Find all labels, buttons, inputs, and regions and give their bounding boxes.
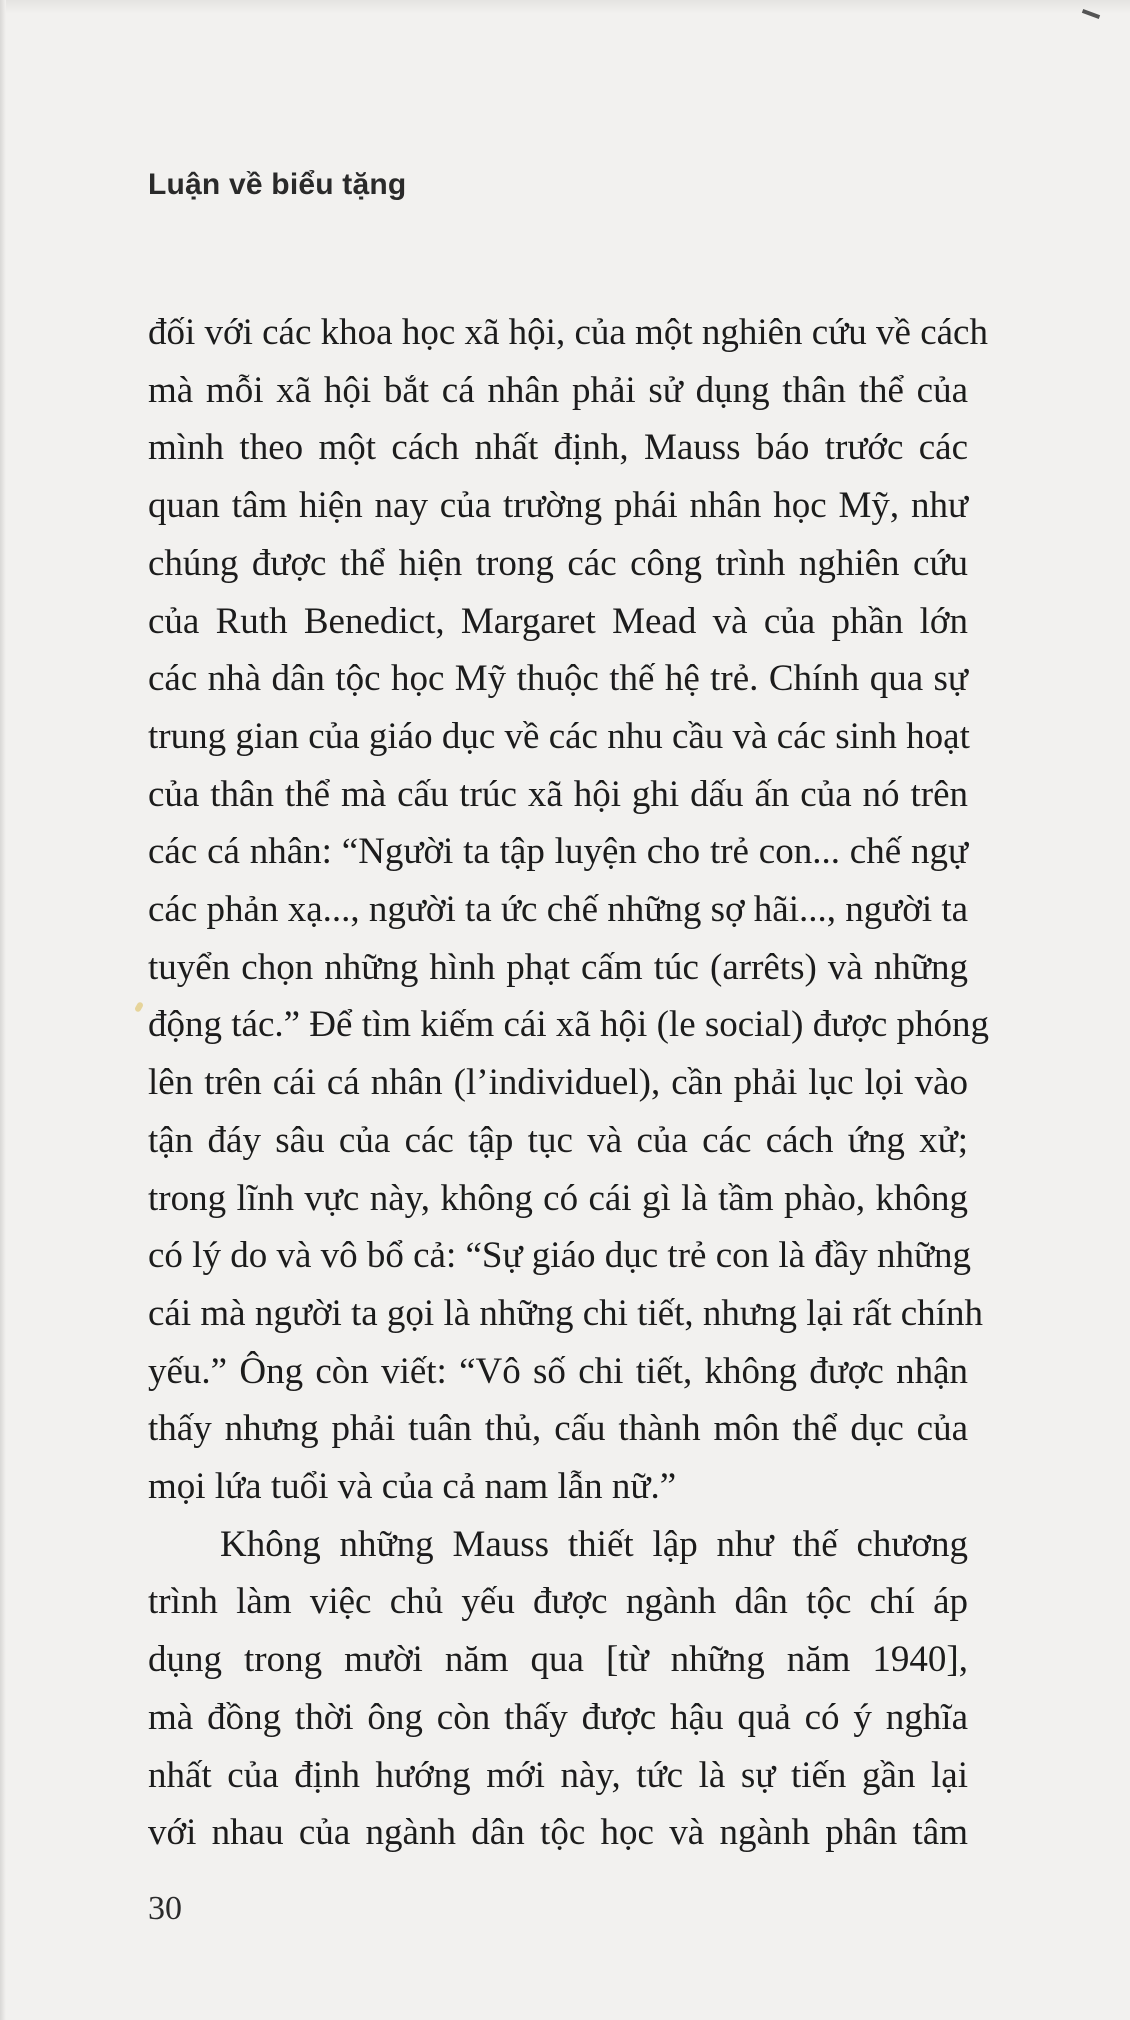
text-line: chúng được thể hiện trong các công trình nghiên cứu xyxy=(148,542,968,584)
paper-speck xyxy=(134,1001,144,1013)
text-line: các cá nhân: “Người ta tập luyện cho trẻ con... chế ngự xyxy=(148,831,968,873)
text-line: trung gian của giáo dục về các nhu cầu và các sinh hoạt xyxy=(148,715,970,757)
page-number: 30 xyxy=(148,1890,182,1927)
text-line: các nhà dân tộc học Mỹ thuộc thế hệ trẻ. Chính qua sự xyxy=(148,658,968,700)
text-line: trình làm việc chủ yếu được ngành dân tộc chí áp xyxy=(148,1581,968,1623)
text-line: mình theo một cách nhất định, Mauss báo trước các xyxy=(148,427,968,469)
text-line: yếu.” Ông còn viết: “Vô số chi tiết, không được nhận xyxy=(148,1350,968,1392)
text-line: động tác.” Để tìm kiếm cái xã hội (le social) được phóng xyxy=(148,1004,990,1046)
text-line: thấy nhưng phải tuân thủ, cấu thành môn thể dục của xyxy=(148,1408,968,1450)
text-line: cái mà người ta gọi là những chi tiết, nhưng lại rất chính xyxy=(148,1292,983,1334)
body-text xyxy=(148,304,990,1862)
text-line: các phản xạ..., người ta ức chế những sợ hãi..., người ta xyxy=(148,889,969,931)
text-line: trong lĩnh vực này, không có cái gì là tầm phào, không xyxy=(148,1177,968,1219)
text-line: có lý do và vô bổ cả: “Sự giáo dục trẻ con là đầy những xyxy=(148,1235,972,1277)
page-top-shadow xyxy=(0,0,1130,14)
text-line: với nhau của ngành dân tộc học và ngành phân tâm xyxy=(148,1812,968,1854)
text-line: mọi lứa tuổi và của cả nam lẫn nữ.” xyxy=(148,1466,677,1508)
page-left-edge xyxy=(0,0,6,2020)
text-line: tận đáy sâu của các tập tục và của các cách ứng xử; xyxy=(148,1119,968,1161)
text-line: của thân thể mà cấu trúc xã hội ghi dấu ấn của nó trên xyxy=(148,773,968,815)
text-line: quan tâm hiện nay của trường phái nhân học Mỹ, như xyxy=(148,485,968,527)
text-line: mà mỗi xã hội bắt cá nhân phải sử dụng thân thể của xyxy=(148,369,968,411)
text-line: nhất của định hướng mới này, tức là sự tiến gần lại xyxy=(148,1754,968,1796)
text-line: của Ruth Benedict, Margaret Mead và của phần lớn xyxy=(148,600,968,642)
text-line: lên trên cái cá nhân (l’individuel), cần phải lục lọi vào xyxy=(148,1062,968,1104)
text-line: mà đồng thời ông còn thấy được hậu quả có ý nghĩa xyxy=(148,1696,968,1738)
text-line: Không những Mauss thiết lập như thế chương xyxy=(220,1523,968,1565)
text-line: dụng trong mười năm qua [từ những năm 1940], xyxy=(148,1639,968,1681)
running-head: Luận về biểu tặng xyxy=(148,168,407,201)
text-line: tuyển chọn những hình phạt cấm túc (arrêts) và những xyxy=(148,946,968,988)
text-line: đối với các khoa học xã hội, của một nghiên cứu về cách xyxy=(148,312,988,353)
